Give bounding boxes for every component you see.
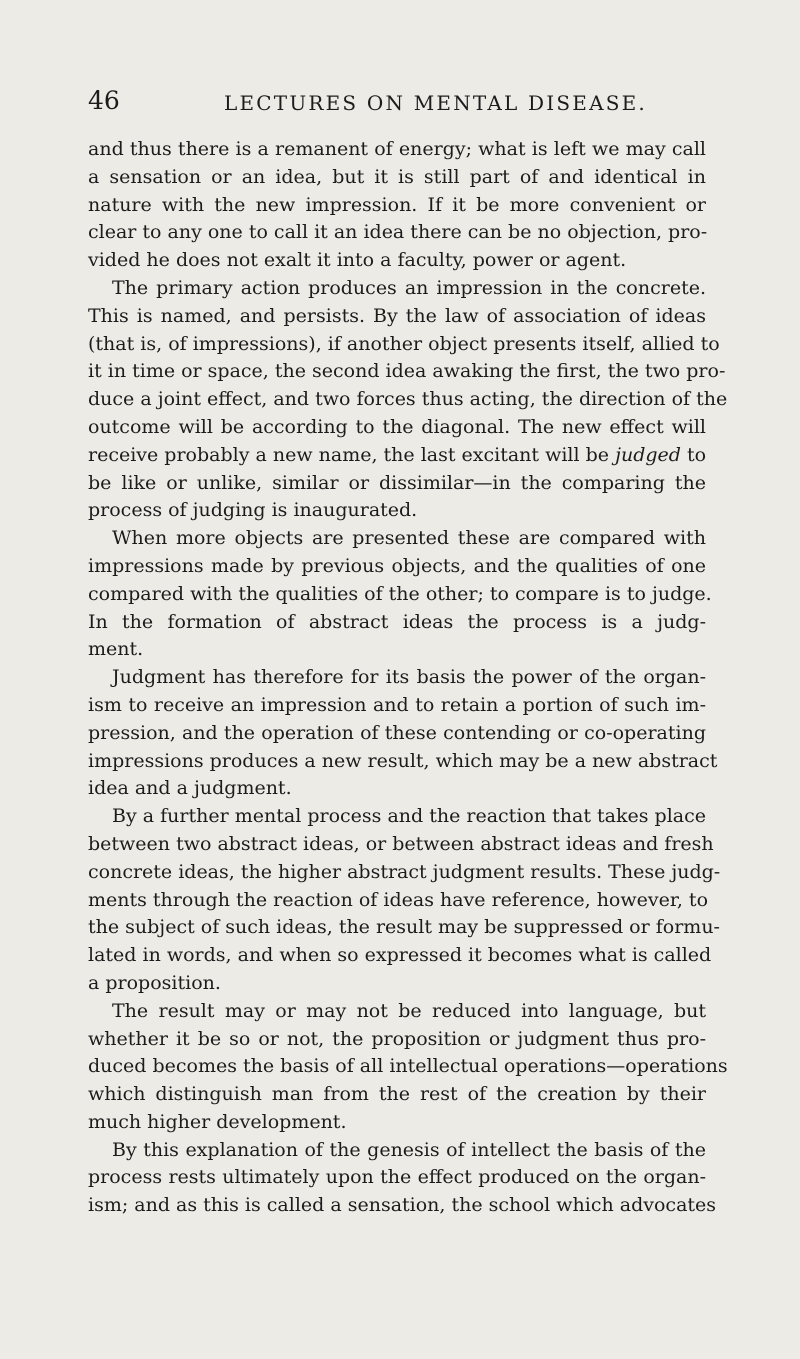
- text-line: pression, and the operation of these contending or co-operating: [88, 721, 706, 744]
- text-line: By a further mental process and the reaction that takes place: [112, 805, 706, 828]
- text-line: compared with the qualities of the other; to compare is to judge.: [88, 582, 712, 605]
- page-number: 46: [88, 86, 120, 115]
- text-line: a sensation or an idea, but it is still part of and identical in: [88, 165, 706, 188]
- running-head: LECTURES ON MENTAL DISEASE.: [224, 91, 647, 115]
- text-line: idea and a judgment.: [88, 777, 292, 800]
- text-line: concrete ideas, the higher abstract judgment results. These judg-: [88, 860, 721, 883]
- text-line: process rests ultimately upon the effect produced on the organ-: [88, 1166, 706, 1189]
- text-line: duce a joint effect, and two forces thus acting, the direction of the: [88, 388, 728, 411]
- text-line: it in time or space, the second idea awaking the first, the two pro-: [88, 360, 726, 383]
- text-line: whether it be so or not, the proposition or judgment thus pro-: [88, 1027, 706, 1050]
- text-line: much higher development.: [88, 1110, 347, 1133]
- text-segment: to: [680, 443, 707, 466]
- text-line: ments through the reaction of ideas have reference, however, to: [88, 888, 709, 911]
- text-line: The primary action produces an impression in the concrete.: [112, 276, 706, 299]
- text-line: ment.: [88, 638, 144, 661]
- text-line: ism; and as this is called a sensation, the school which advocates: [88, 1194, 717, 1217]
- text-line: This is named, and persists. By the law of association of ideas: [88, 304, 706, 327]
- text-line: By this explanation of the genesis of intellect the basis of the: [112, 1138, 706, 1161]
- text-line: When more objects are presented these are compared with: [112, 527, 706, 550]
- text-line: a proposition.: [88, 971, 221, 994]
- text-line: process of judging is inaugurated.: [88, 499, 418, 522]
- text-segment: receive probably a new name, the last excitant will be: [88, 443, 616, 466]
- text-line: be like or unlike, similar or dissimilar—in the comparing the: [88, 471, 706, 494]
- text-line: which distinguish man from the rest of the creation by their: [88, 1083, 706, 1106]
- text-line: impressions produces a new result, which may be a new abstract: [88, 749, 718, 772]
- text-line: vided he does not exalt it into a faculty, power or agent.: [88, 249, 627, 272]
- text-line: clear to any one to call it an idea there can be no objection, pro-: [88, 221, 708, 244]
- text-line: In the formation of abstract ideas the process is a judg-: [88, 610, 706, 633]
- text-line: nature with the new impression. If it be more convenient or: [88, 193, 706, 216]
- text-line: outcome will be according to the diagonal. The new effect will: [88, 415, 706, 438]
- text-line: between two abstract ideas, or between abstract ideas and fresh: [88, 832, 714, 855]
- body-text: [88, 136, 728, 1220]
- text-line: duced becomes the basis of all intellectual operations—operations: [88, 1055, 728, 1078]
- text-line-with-italic: [88, 442, 706, 470]
- text-line: the subject of such ideas, the result may be suppressed or formu-: [88, 916, 720, 939]
- text-line: and thus there is a remanent of energy; what is left we may call: [88, 138, 706, 160]
- text-line: ism to receive an impression and to retain a portion of such im-: [88, 693, 706, 716]
- text-line: Judgment has therefore for its basis the power of the organ-: [112, 666, 706, 689]
- text-line: lated in words, and when so expressed it becomes what is called: [88, 944, 712, 967]
- text-line: impressions made by previous objects, and the qualities of one: [88, 554, 706, 577]
- text-line: The result may or may not be reduced into language, but: [112, 999, 706, 1022]
- page-header: [88, 86, 718, 120]
- italic-word: judged: [615, 443, 681, 466]
- text-line: (that is, of impressions), if another object presents itself, allied to: [88, 332, 720, 355]
